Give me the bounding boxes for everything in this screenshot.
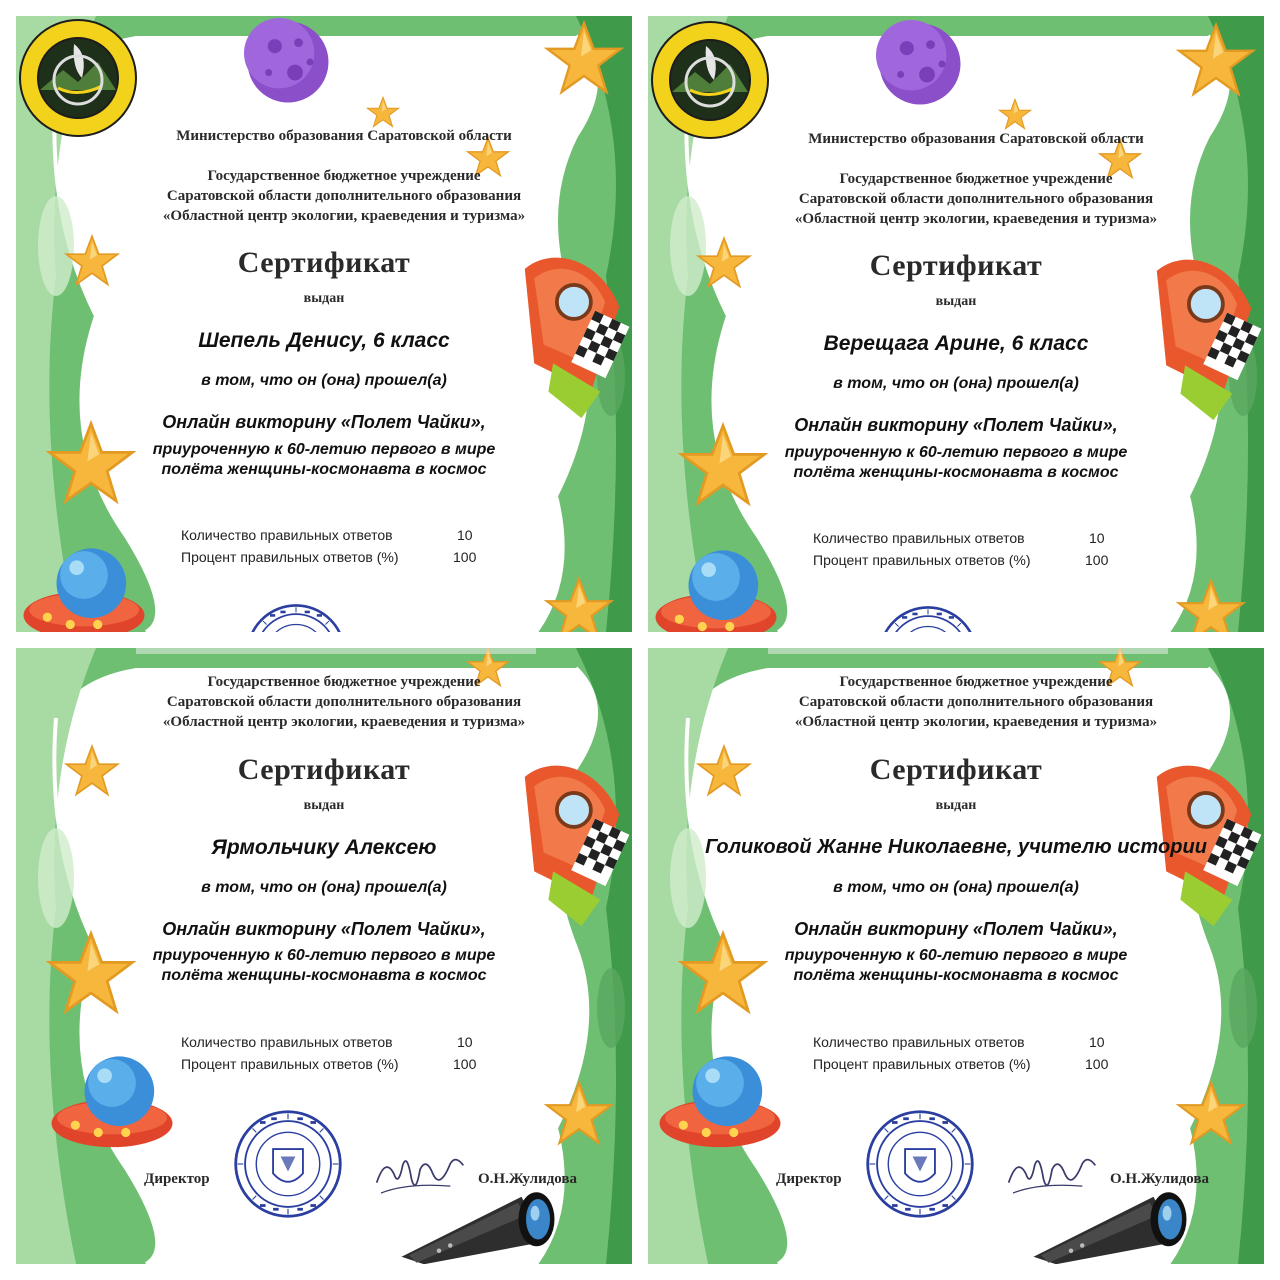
org-line-1: Государственное бюджетное учреждение: [839, 171, 1113, 187]
correct-answers-value: 10: [457, 527, 473, 543]
star-icon: [1176, 22, 1256, 102]
certificate-4: [648, 648, 1264, 1264]
passed-statement: в том, что он (она) прошел(а): [201, 372, 447, 389]
quiz-title: Онлайн викторину «Полет Чайки»,: [162, 919, 486, 939]
star-icon: [544, 576, 614, 632]
org-line-2: Саратовской области дополнительного образования: [798, 694, 1154, 710]
org-line-3: «Областной центр экологии, краеведения и туризма»: [794, 211, 1158, 227]
cropped-ministry-strip: [16, 648, 632, 662]
recipient-name: Голиковой Жанне Николаевне, учителю истории: [705, 836, 1207, 858]
dedication-line-1: приуроченную к 60-летию первого в мире: [784, 444, 1128, 461]
correct-answers-label: Количество правильных ответов: [813, 530, 1025, 546]
correct-answers-label: Количество правильных ответов: [181, 527, 393, 543]
correct-answers-value: 10: [1089, 530, 1105, 546]
dedication-line-2: полёта женщины-космонавта в космос: [793, 464, 1119, 481]
stamp-seal: [864, 1108, 976, 1220]
recipient-name: Верещага Арине, 6 класс: [823, 332, 1089, 355]
percent-value: 100: [453, 1056, 477, 1072]
director-label: Директор: [144, 1171, 210, 1187]
passed-statement: в том, что он (она) прошел(а): [833, 375, 1079, 392]
ufo-icon: [648, 544, 786, 632]
org-line-3: «Областной центр экологии, краеведения и туризма»: [794, 714, 1158, 730]
star-icon: [366, 96, 400, 130]
dedication-line-2: полёта женщины-космонавта в космос: [161, 461, 487, 478]
stamp-seal: [232, 1108, 344, 1220]
planet-icon: [244, 18, 332, 106]
certificate-title: Сертификат: [869, 753, 1043, 786]
certificate-title: Сертификат: [237, 753, 411, 786]
org-line-1: Государственное бюджетное учреждение: [839, 674, 1113, 690]
issued-label: выдан: [935, 798, 977, 813]
org-line-3: «Областной центр экологии, краеведения и туризма»: [162, 208, 526, 224]
ufo-icon: [16, 542, 154, 632]
dedication-line-2: полёта женщины-космонавта в космос: [793, 967, 1119, 984]
recipient-name: Шепель Денису, 6 класс: [198, 329, 450, 352]
director-name: О.Н.Жулидова: [478, 1171, 578, 1187]
org-line-1: Государственное бюджетное учреждение: [207, 168, 481, 184]
percent-value: 100: [453, 549, 477, 565]
correct-answers-label: Количество правильных ответов: [181, 1034, 393, 1050]
passed-statement: в том, что он (она) прошел(а): [201, 879, 447, 896]
star-icon: [544, 1080, 614, 1150]
star-icon: [998, 98, 1032, 132]
certificate-1: [16, 16, 632, 632]
correct-answers-label: Количество правильных ответов: [813, 1034, 1025, 1050]
correct-answers-value: 10: [457, 1034, 473, 1050]
ufo-icon: [42, 1050, 182, 1160]
stamp-seal: [876, 604, 980, 632]
percent-label: Процент правильных ответов (%): [813, 552, 1031, 568]
telescope-icon: [394, 1178, 574, 1264]
certificate-2: [648, 16, 1264, 632]
certificate-title: Сертификат: [237, 246, 411, 279]
org-line-3: «Областной центр экологии, краеведения и туризма»: [162, 714, 526, 730]
org-line-2: Саратовской области дополнительного образования: [798, 191, 1154, 207]
issued-label: выдан: [303, 798, 345, 813]
percent-value: 100: [1085, 552, 1109, 568]
ministry-line: Министерство образования Саратовской области: [176, 128, 512, 144]
organization-logo: [18, 18, 138, 138]
quiz-title: Онлайн викторину «Полет Чайки»,: [794, 919, 1118, 939]
ministry-line: Министерство образования Саратовской области: [808, 131, 1144, 147]
dedication-line-1: приуроченную к 60-летию первого в мире: [152, 947, 496, 964]
director-name: О.Н.Жулидова: [1110, 1171, 1210, 1187]
cropped-ministry-strip: [648, 648, 1264, 662]
stamp-seal: [244, 602, 348, 632]
org-line-2: Саратовской области дополнительного образования: [166, 694, 522, 710]
certificate-3: [16, 648, 632, 1264]
dedication-line-1: приуроченную к 60-летию первого в мире: [152, 441, 496, 458]
percent-label: Процент правильных ответов (%): [181, 1056, 399, 1072]
star-icon: [1176, 1080, 1246, 1150]
star-icon: [1176, 578, 1246, 632]
recipient-name: Ярмольчику Алексею: [211, 836, 437, 859]
director-label: Директор: [776, 1171, 842, 1187]
planet-icon: [876, 20, 964, 108]
percent-value: 100: [1085, 1056, 1109, 1072]
percent-label: Процент правильных ответов (%): [181, 549, 399, 565]
org-line-1: Государственное бюджетное учреждение: [207, 674, 481, 690]
star-icon: [544, 20, 624, 100]
percent-label: Процент правильных ответов (%): [813, 1056, 1031, 1072]
certificate-title: Сертификат: [869, 249, 1043, 282]
passed-statement: в том, что он (она) прошел(а): [833, 879, 1079, 896]
org-line-2: Саратовской области дополнительного образования: [166, 188, 522, 204]
ufo-icon: [650, 1050, 790, 1160]
organization-logo: [650, 20, 770, 140]
issued-label: выдан: [303, 291, 345, 306]
dedication-line-2: полёта женщины-космонавта в космос: [161, 967, 487, 984]
correct-answers-value: 10: [1089, 1034, 1105, 1050]
quiz-title: Онлайн викторину «Полет Чайки»,: [794, 415, 1118, 435]
issued-label: выдан: [935, 294, 977, 309]
quiz-title: Онлайн викторину «Полет Чайки»,: [162, 412, 486, 432]
telescope-icon: [1026, 1178, 1206, 1264]
dedication-line-1: приуроченную к 60-летию первого в мире: [784, 947, 1128, 964]
